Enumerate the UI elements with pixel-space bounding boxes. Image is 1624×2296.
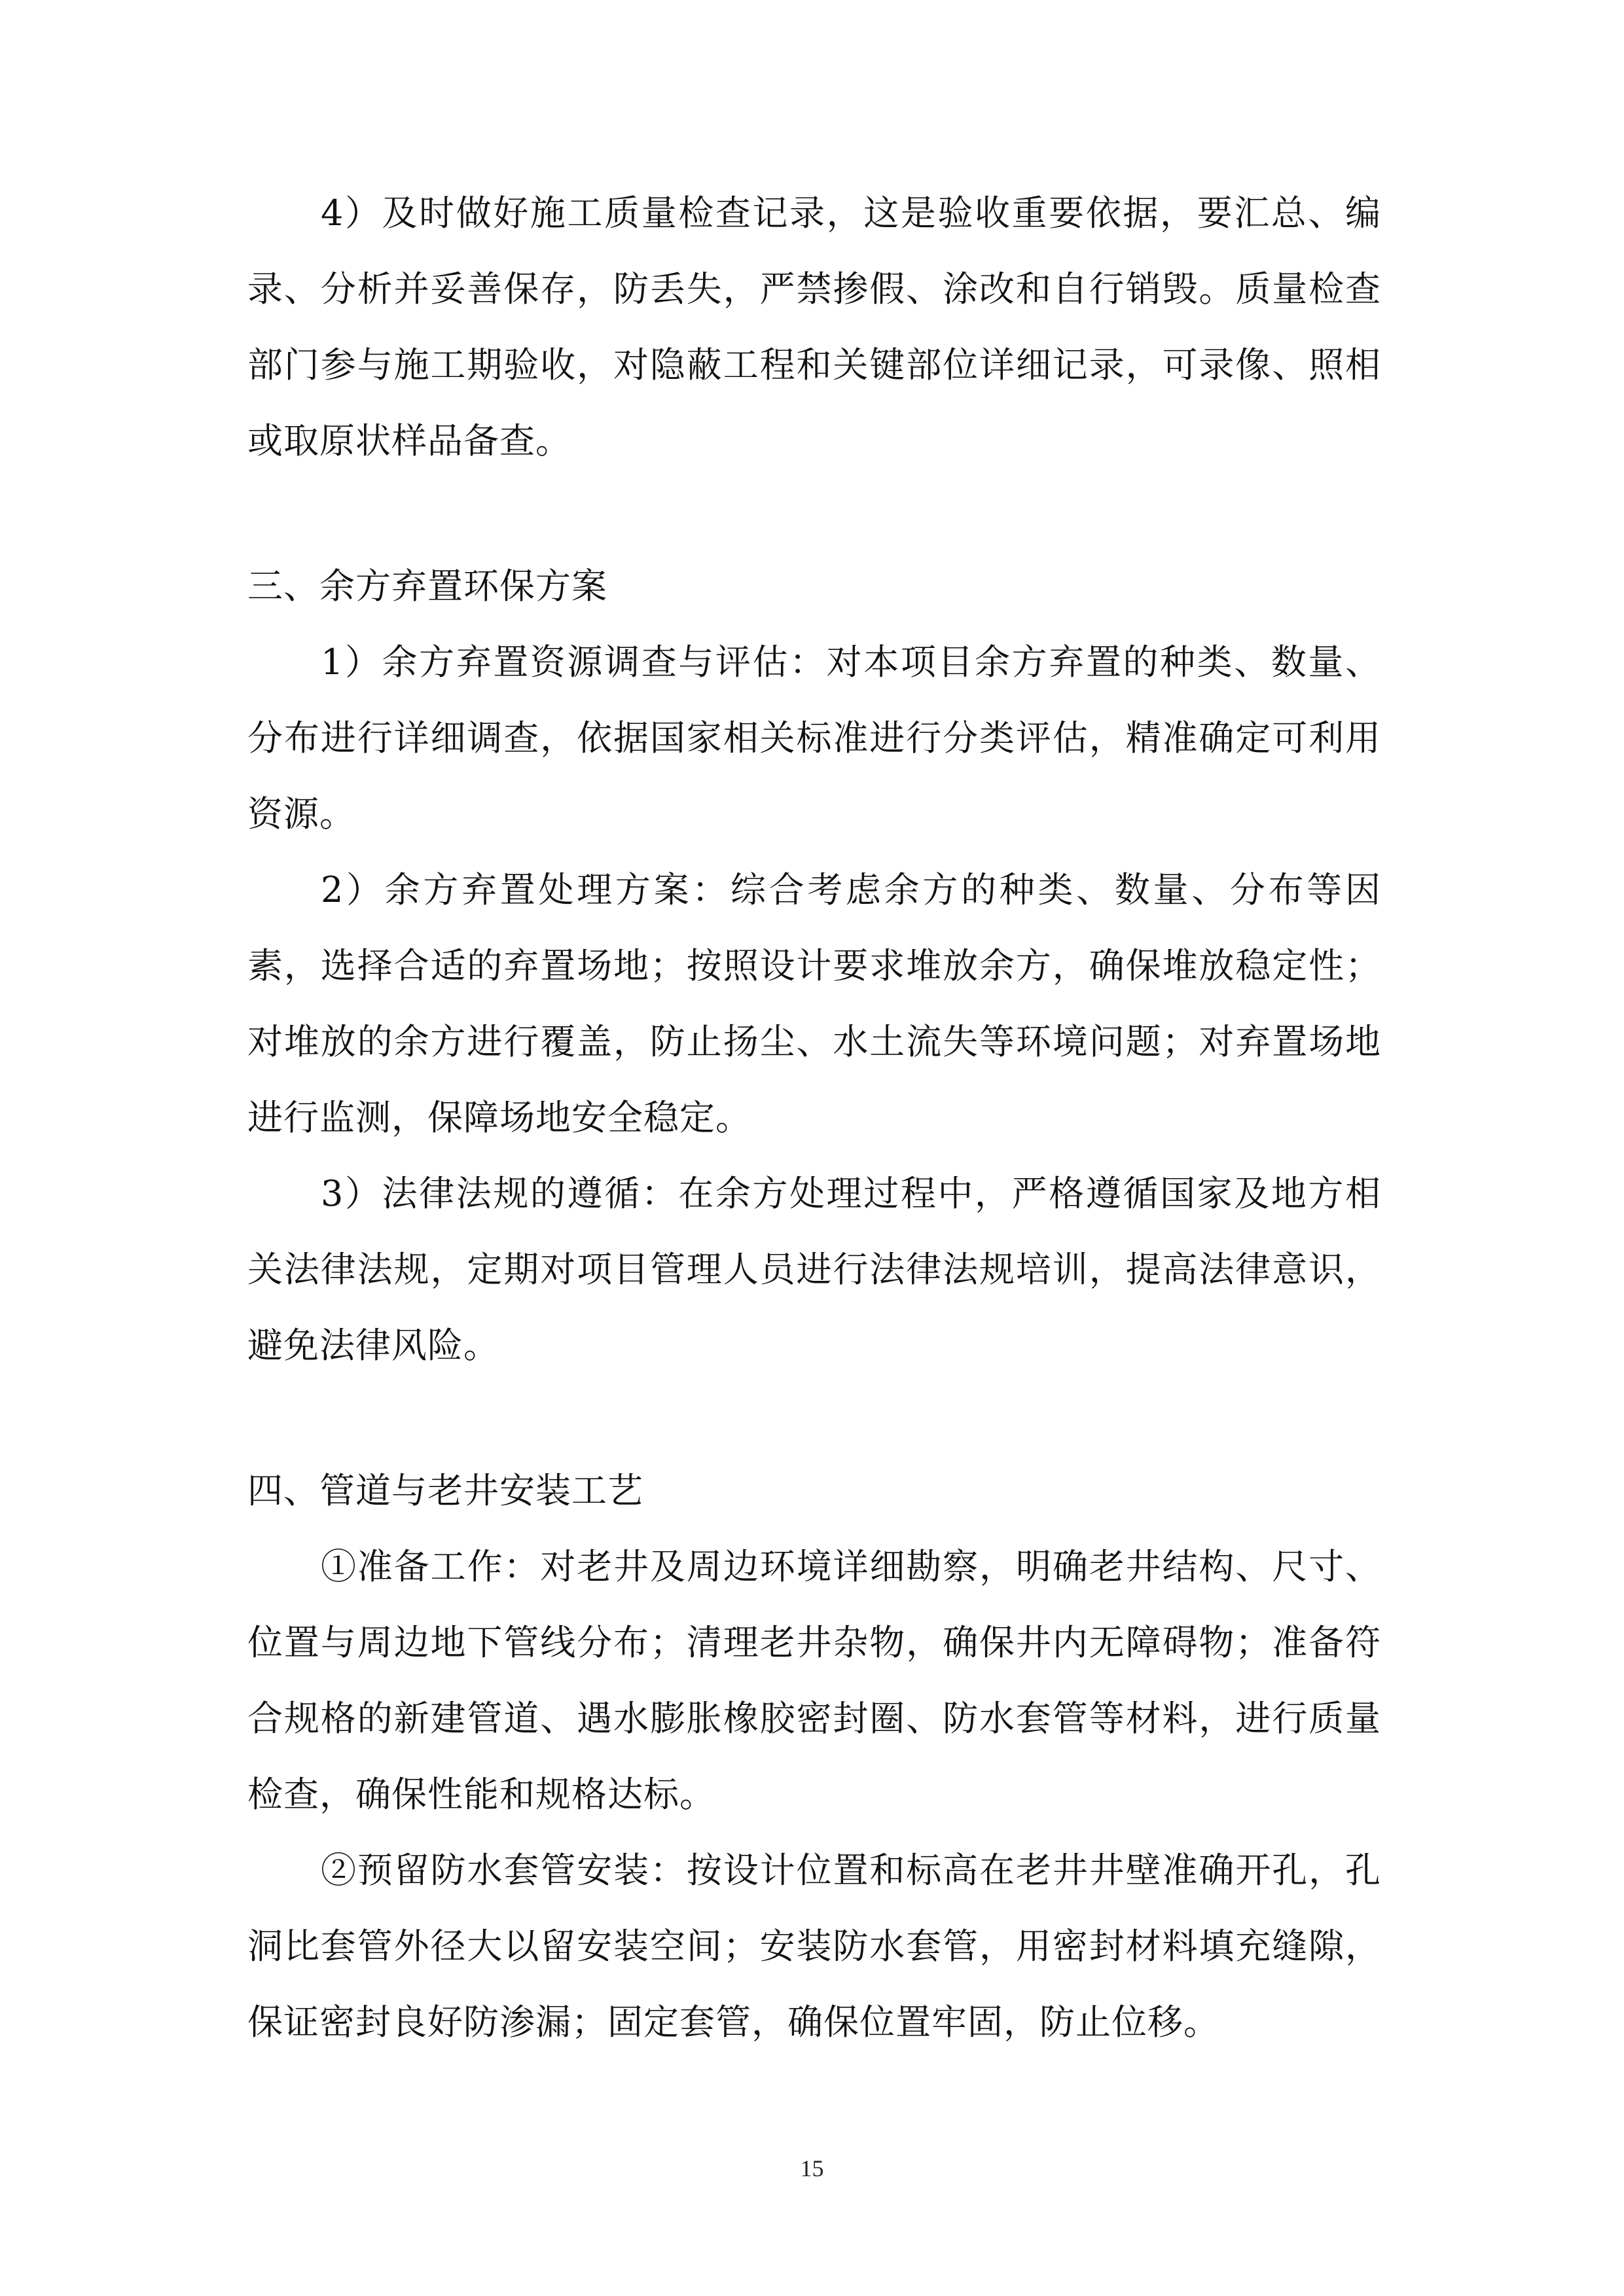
paragraph-spoil-treatment: 2）余方弃置处理方案：综合考虑余方的种类、数量、分布等因素，选择合适的弃置场地；按照设计要求堆放余方，确保堆放稳定性；对堆放的余方进行覆盖，防止扬尘、水土流失等环境问题；对弃置场地进行监测，保障场地安全稳定。 bbox=[247, 869, 1381, 1138]
section-heading-spoil-disposal: 三、余方弃置环保方案 bbox=[247, 565, 607, 607]
section-heading-pipe-well-install: 四、管道与老井安装工艺 bbox=[247, 1470, 643, 1511]
paragraph-waterproof-sleeve: ②预留防水套管安装：按设计位置和标高在老井井壁准确开孔，孔洞比套管外径大以留安装空间；安装防水套管，用密封材料填充缝隙，保证密封良好防渗漏；固定套管，确保位置牢固，防止位移。 bbox=[247, 1850, 1381, 2043]
paragraph-preparation: ①准备工作：对老井及周边环境详细勘察，明确老井结构、尺寸、位置与周边地下管线分布；清理老井杂物，确保井内无障碍物；准备符合规格的新建管道、遇水膨胀橡胶密封圈、防水套管等材料，进行质量检查，确保性能和规格达标。 bbox=[247, 1546, 1381, 1815]
page-content bbox=[247, 175, 1381, 2060]
paragraph-spoil-survey: 1）余方弃置资源调查与评估：对本项目余方弃置的种类、数量、分布进行详细调查，依据国家相关标准进行分类评估，精准确定可利用资源。 bbox=[247, 641, 1381, 834]
page-number: 15 bbox=[800, 2155, 824, 2181]
paragraph-quality-records: 4）及时做好施工质量检查记录，这是验收重要依据，要汇总、编录、分析并妥善保存，防丢失，严禁掺假、涂改和自行销毁。质量检查部门参与施工期验收，对隐蔽工程和关键部位详细记录，可录像、照相或取原状样品备查。 bbox=[247, 192, 1381, 461]
paragraph-legal-compliance: 3）法律法规的遵循：在余方处理过程中，严格遵循国家及地方相关法律法规，定期对项目管理人员进行法律法规培训，提高法律意识，避免法律风险。 bbox=[247, 1173, 1381, 1366]
